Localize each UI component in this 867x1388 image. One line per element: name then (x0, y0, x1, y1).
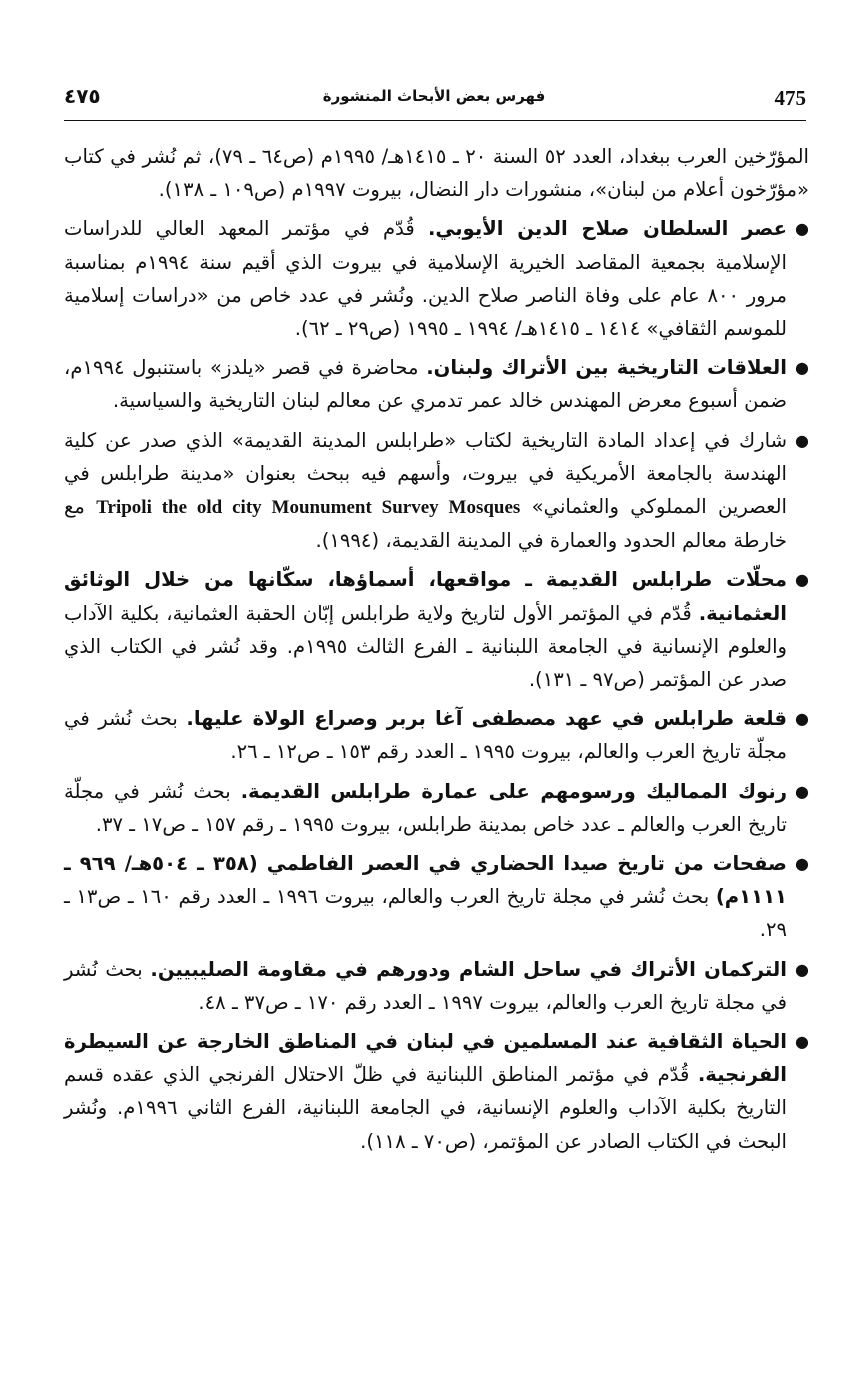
entry-title: محلّات طرابلس القديمة ـ مواقعها، أسماؤها، سكّانها من خلال الوثائق العثمانية. (64, 568, 787, 625)
list-item (64, 424, 809, 558)
bullet-icon: ● (795, 219, 809, 239)
continuation-paragraph: المؤرّخين العرب ببغداد، العدد ٥٢ السنة ٢٠ ـ ١٤١٥هـ/ ١٩٩٥م (ص٦٤ ـ ٧٩)، ثم نُشر في كتاب «مؤرّخون أعلام من لبنان»، منشورات دار النضال، بيروت ١٩٩٧م (ص١٠٩ ـ ١٣٨). (64, 145, 809, 202)
entry-title: رنوك المماليك ورسومهم على عمارة طرابلس القديمة. (240, 779, 787, 803)
list-item (64, 953, 809, 1019)
entry-latin-title: Tripoli the old city Mounument Survey Mosques (96, 497, 521, 519)
list-item (64, 702, 809, 768)
list-item (64, 351, 809, 417)
list-item (64, 212, 809, 345)
bullet-icon: ● (795, 854, 809, 874)
entry-body: قُدّم في مؤتمر المعهد العالي للدراسات الإسلامية بجمعية المقاصد الخيرية الإسلامية في بيروت الذي أقيم سنة ١٩٩٤م بمناسبة مرور ٨٠٠ عام على وفاة الناصر صلاح الدين. ونُشر في عدد خاص من «دراسات إسلامية للموسم الثقافي» ١٤١٤ ـ ١٤١٥هـ/ ١٩٩٤ ـ ١٩٩٥ (ص٢٩ ـ ٦٢). (64, 217, 787, 341)
list-item (64, 1025, 809, 1158)
bullet-icon: ● (795, 709, 809, 729)
entry-body: قُدّم في مؤتمر المناطق اللبنانية في ظلّ الاحتلال الفرنجي الذي عقده قسم التاريخ بكلية الآداب والعلوم الإنسانية، في الجامعة اللبنانية، الفرع الثاني ١٩٩٦م. ونُشر البحث في الكتاب الصادر عن المؤتمر، (ص٧٠ ـ ١١٨). (64, 1063, 787, 1153)
bullet-icon: ● (795, 959, 809, 979)
entries-list (64, 140, 809, 1164)
page-header (64, 84, 806, 121)
entry-title: التركمان الأتراك في ساحل الشام ودورهم في مقاومة الصليبيين. (150, 957, 787, 981)
entry-title: عصر السلطان صلاح الدين الأيوبي. (427, 217, 787, 241)
entry-body: محاضرة في قصر «يلدز» باستنبول ١٩٩٤م، ضمن أسبوع معرض المهندس خالد عمر تدمري عن معالم لبنان التاريخية والسياسية. (64, 356, 787, 413)
bullet-icon: ● (795, 358, 809, 378)
entry-body: شارك في إعداد المادة التاريخية لكتاب «طرابلس المدينة القديمة» الذي صدر عن كلية الهندسة بالجامعة الأمريكية في بيروت، وأسهم فيه ببحث بعنوان «مدينة طرابلس في العصرين المملوكي والعثماني» (64, 428, 788, 519)
entry-body: بحث نُشر في مجلة تاريخ العرب والعالم، بيروت ١٩٩٧ ـ العدد رقم ١٧٠ ـ ص٣٧ ـ ٤٨. (64, 957, 787, 1014)
list-item (64, 847, 809, 947)
running-title: فهرس بعض الأبحاث المنشورة (322, 87, 546, 105)
bullet-icon: ● (795, 430, 809, 450)
list-item (64, 775, 809, 841)
entry-body-end: مع خارطة معالم الحدود والعمارة في المدينة القديمة، (١٩٩٤). (64, 495, 787, 553)
entry-body: بحث نُشر في مجلّة تاريخ العرب والعالم ـ عدد خاص بمدينة طرابلس، بيروت ١٩٩٥ ـ رقم ١٥٧ ـ ص١٧ ـ ٣٧. (64, 779, 787, 836)
entry-body: قُدّم في المؤتمر الأول لتاريخ ولاية طرابلس إبّان الحقبة العثمانية، بكلية الآداب والعلوم الإنسانية في الجامعة اللبنانية ـ الفرع الثالث ١٩٩٥م. وقد نُشر في الكتاب الذي صدر عن المؤتمر (ص٩٧ ـ ١٣١). (64, 601, 788, 692)
bullet-icon: ● (795, 1032, 809, 1052)
bullet-icon: ● (795, 570, 809, 590)
page-number-arabic: ٤٧٥ (64, 84, 101, 108)
list-item (64, 563, 809, 696)
bullet-icon: ● (795, 781, 809, 801)
entry-title: العلاقات التاريخية بين الأتراك ولبنان. (426, 356, 788, 380)
page-number-latin: 475 (774, 86, 806, 110)
entry-body: بحث نُشر في مجلة تاريخ العرب والعالم، بيروت ١٩٩٦ ـ العدد رقم ١٦٠ ـ ص١٣ ـ ٢٩. (64, 885, 787, 942)
entry-body: بحث نُشر في مجلّة تاريخ العرب والعالم، بيروت ١٩٩٥ ـ العدد رقم ١٥٣ ـ ص١٢ ـ ٢٦. (64, 707, 787, 764)
entry-title: قلعة طرابلس في عهد مصطفى آغا بربر وصراع الولاة عليها. (186, 707, 787, 731)
entry-title: الحياة الثقافية عند المسلمين في لبنان في المناطق الخارجة عن السيطرة الفرنجية. (64, 1030, 787, 1087)
entry-title: صفحات من تاريخ صيدا الحضاري في العصر الفاطمي (٣٥٨ ـ ٥٠٤هـ/ ٩٦٩ ـ ١١١١م) (64, 852, 787, 909)
